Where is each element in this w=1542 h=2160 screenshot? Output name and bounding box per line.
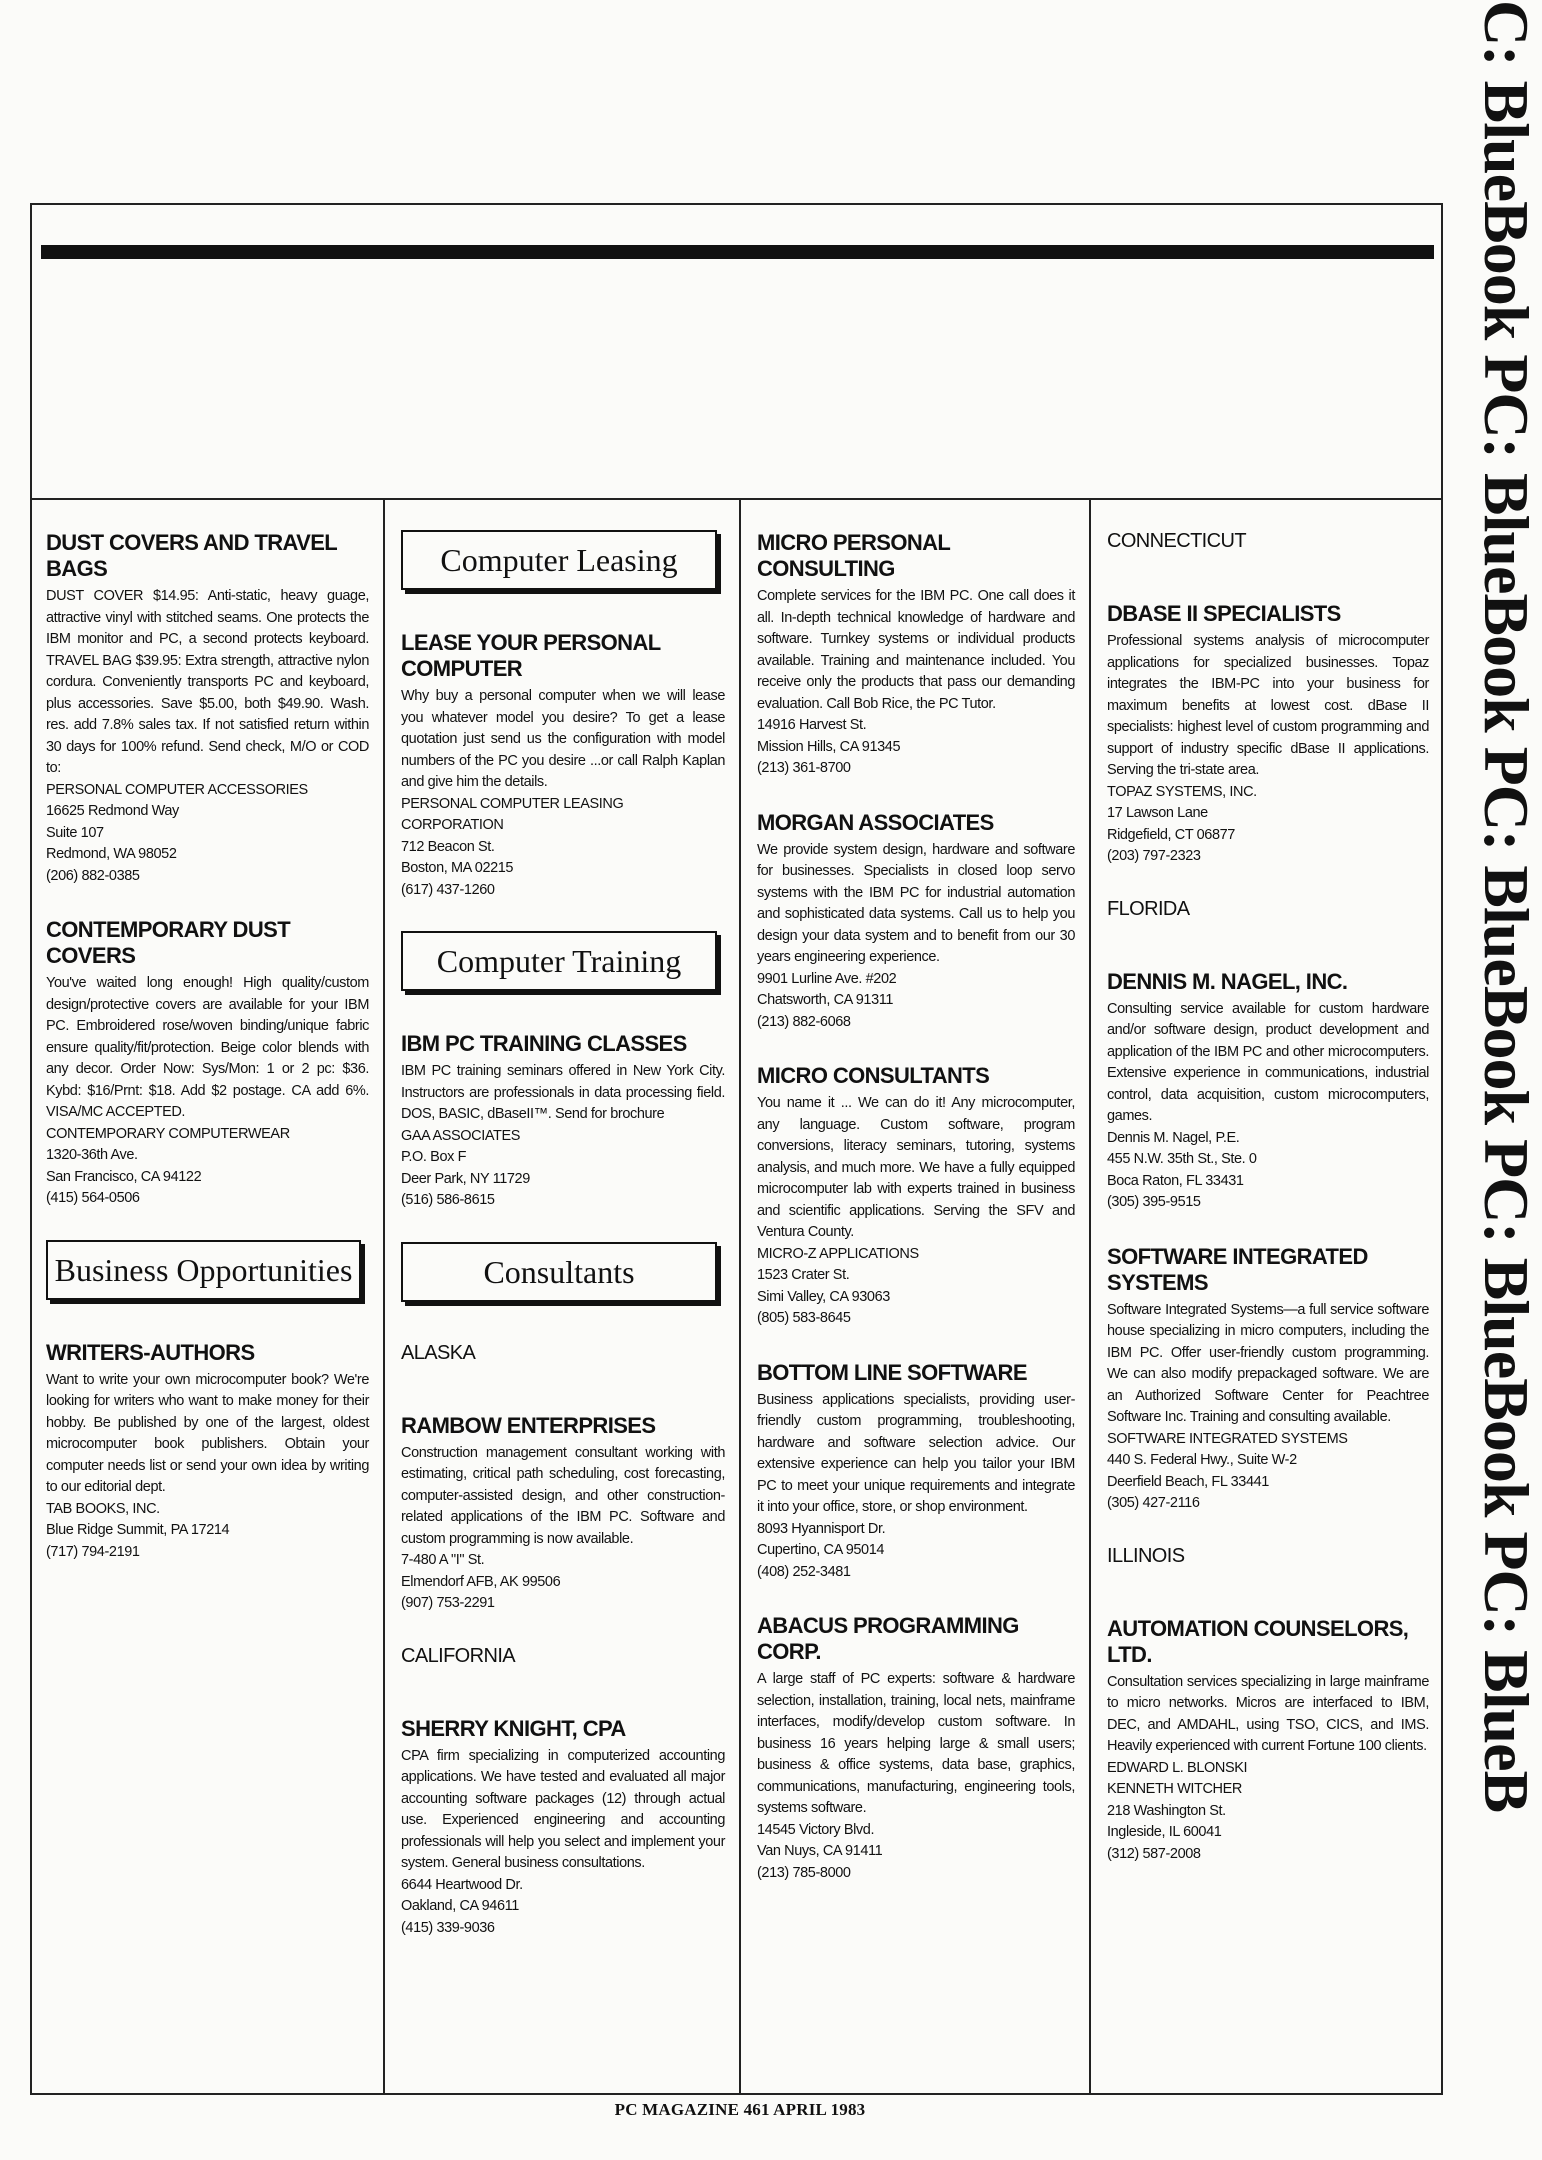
address-line: 440 S. Federal Hwy., Suite W-2 bbox=[1107, 1452, 1297, 1468]
ad-body: Complete services for the IBM PC. One call does it all. In-depth technical knowledge of hardware and software. Turnkey systems or individual products available. Training and maintenance included. You receive only the products that pass our demanding evaluation. Call Bob Rice, the PC Tutor. bbox=[757, 588, 1075, 712]
ad-address bbox=[1107, 1758, 1429, 1866]
address-line: GAA ASSOCIATES bbox=[401, 1127, 521, 1144]
address-line: 455 N.W. 35th St., Ste. 0 bbox=[1107, 1151, 1257, 1167]
address-line: (305) 395-9515 bbox=[1107, 1194, 1201, 1210]
address-line: KENNETH WITCHER bbox=[1107, 1781, 1242, 1797]
address-line: 6644 Heartwood Dr. bbox=[401, 1876, 523, 1893]
address-line: PERSONAL COMPUTER ACCESSORIES bbox=[46, 781, 308, 798]
address-line: (305) 427-2116 bbox=[1107, 1495, 1200, 1511]
address-line: Boston, MA 02215 bbox=[401, 860, 514, 876]
header-rule bbox=[41, 245, 1434, 259]
ad-body: Construction management consultant working with estimating, critical path scheduling, cost forecasting, computer-assisted design, and other construction-related applications of the IBM PC. Software and custom programming is now available. bbox=[401, 1444, 725, 1547]
state-heading-alaska: ALASKA bbox=[401, 1341, 476, 1364]
address-line: Cupertino, CA 95014 bbox=[757, 1542, 885, 1558]
address-line: (805) 583-8645 bbox=[757, 1310, 851, 1326]
address-line: Deer Park, NY 11729 bbox=[401, 1170, 530, 1187]
address-line: (312) 587-2008 bbox=[1107, 1845, 1201, 1862]
ad-title: RAMBOW ENTERPRISES bbox=[401, 1412, 656, 1438]
ad-lease-your-computer bbox=[401, 630, 725, 901]
address-line: Boca Raton, FL 33431 bbox=[1107, 1172, 1244, 1189]
address-line: PERSONAL COMPUTER LEASING bbox=[401, 795, 624, 812]
address-line: TOPAZ SYSTEMS, INC. bbox=[1107, 783, 1257, 800]
address-line: Suite 107 bbox=[46, 824, 104, 841]
section-heading-computer-training: Computer Training bbox=[401, 931, 717, 991]
ad-automation-counselors bbox=[1107, 1616, 1429, 1866]
address-line: 8093 Hyannisport Dr. bbox=[757, 1520, 886, 1537]
address-line: (408) 252-3481 bbox=[757, 1563, 851, 1580]
address-line: (206) 882-0385 bbox=[46, 867, 140, 884]
ad-address bbox=[1107, 782, 1429, 868]
ad-body: Want to write your own microcomputer book? We're looking for writers who want to make money for their hobby. Be published by one of the largest, oldest microcomputer book publishers. Obtain your computer needs list or send your own idea by writing to our editorial dept. bbox=[46, 1371, 369, 1495]
state-heading-connecticut: CONNECTICUT bbox=[1107, 530, 1246, 552]
ad-rambow-enterprises bbox=[401, 1413, 725, 1615]
address-line: (203) 797-2323 bbox=[1107, 848, 1201, 864]
ad-title: AUTOMATION COUNSELORS, LTD. bbox=[1107, 1615, 1409, 1667]
ad-morgan-associates bbox=[757, 810, 1075, 1034]
ad-title: SHERRY KNIGHT, CPA bbox=[401, 1715, 626, 1741]
ad-body: IBM PC training seminars offered in New York City. Instructors are professionals in data processing field. DOS, BASIC, dBaseII™. Send for brochure bbox=[401, 1063, 725, 1122]
state-heading-california: CALIFORNIA bbox=[401, 1644, 516, 1667]
address-line: (213) 882-6068 bbox=[757, 1013, 851, 1030]
ad-address bbox=[401, 1550, 725, 1615]
address-line: CONTEMPORARY COMPUTERWEAR bbox=[46, 1125, 290, 1142]
ad-title: MICRO PERSONAL CONSULTING bbox=[757, 530, 950, 581]
ad-address bbox=[757, 1244, 1075, 1330]
section-heading-computer-leasing: Computer Leasing bbox=[401, 530, 717, 590]
address-line: 14916 Harvest St. bbox=[757, 717, 867, 733]
address-line: (717) 794-2191 bbox=[46, 1543, 140, 1560]
section-heading-business-opportunities: Business Opportunities bbox=[46, 1240, 361, 1300]
ad-title: MICRO CONSULTANTS bbox=[757, 1063, 990, 1088]
address-line: Chatsworth, CA 91311 bbox=[757, 992, 894, 1008]
address-line: (617) 437-1260 bbox=[401, 881, 495, 898]
address-line: CORPORATION bbox=[401, 817, 504, 833]
ad-micro-personal-consulting bbox=[757, 530, 1075, 780]
ad-dust-covers bbox=[46, 530, 369, 887]
address-line: 16625 Redmond Way bbox=[46, 803, 179, 819]
address-line: TAB BOOKS, INC. bbox=[46, 1500, 160, 1517]
section-heading-consultants: Consultants bbox=[401, 1242, 717, 1302]
ad-title: BOTTOM LINE SOFTWARE bbox=[757, 1359, 1027, 1385]
ad-title: LEASE YOUR PERSONAL COMPUTER bbox=[401, 630, 661, 681]
ad-address bbox=[757, 1519, 1075, 1584]
address-line: Mission Hills, CA 91345 bbox=[757, 738, 901, 755]
address-line: Redmond, WA 98052 bbox=[46, 846, 177, 862]
state-heading-florida: FLORIDA bbox=[1107, 897, 1190, 920]
address-line: (213) 361-8700 bbox=[757, 760, 851, 776]
ad-address bbox=[46, 1499, 369, 1564]
address-line: Oakland, CA 94611 bbox=[401, 1898, 519, 1914]
ad-body: DUST COVER $14.95: Anti-static, heavy guage, attractive vinyl with stitched seams. One protects the IBM monitor and PC, a second protects keyboard. TRAVEL BAG $39.95: Extra strength, attractive nylon cordura. Conveniently transports PC and keyboard, plus accessories. Save $5.00, both $49.90. Wash. res. add 7.8% sales tax. If not satisfied return within 30 days for 100% refund. Send check, M/O or COD to: bbox=[46, 588, 369, 776]
address-line: MICRO-Z APPLICATIONS bbox=[757, 1245, 919, 1262]
ad-body: Professional systems analysis of microcomputer applications for specialized businesses. Topaz integrates the IBM-PC into your business for maximum benefits at lowest cost. dBase II specialists: highest level of custom programming and support of industry specific dBase II applications. Serving the tri-state area. bbox=[1107, 633, 1429, 778]
ad-address bbox=[757, 715, 1075, 780]
ad-ibm-pc-training bbox=[401, 1031, 725, 1212]
address-line: 7-480 A "I" St. bbox=[401, 1552, 485, 1568]
address-line: Blue Ridge Summit, PA 17214 bbox=[46, 1522, 230, 1538]
ad-address bbox=[1107, 1429, 1429, 1515]
address-line: Ridgefield, CT 06877 bbox=[1107, 826, 1235, 843]
address-line: 1523 Crater St. bbox=[757, 1267, 850, 1283]
address-line: San Francisco, CA 94122 bbox=[46, 1168, 202, 1185]
ad-title: WRITERS-AUTHORS bbox=[46, 1339, 255, 1365]
address-line: 218 Washington St. bbox=[1107, 1802, 1226, 1819]
address-line: (516) 586-8615 bbox=[401, 1192, 495, 1208]
address-line: 9901 Lurline Ave. #202 bbox=[757, 970, 897, 987]
address-line: (907) 753-2291 bbox=[401, 1595, 495, 1611]
page-footer: PC MAGAZINE 461 APRIL 1983 bbox=[614, 2100, 866, 2119]
ad-body: You name it ... We can do it! Any microcomputer, any language. Custom software, program conversions, literacy seminars, tutoring, systems analysis, and much more. We have a fully equipped microcomputer lab with experts trained in business and scientific applications. Serving the SFV and Ventura County. bbox=[757, 1095, 1075, 1240]
ad-address bbox=[46, 1124, 369, 1210]
ad-address bbox=[401, 1875, 725, 1940]
ad-title: DENNIS M. NAGEL, INC. bbox=[1107, 968, 1348, 994]
address-line: 17 Lawson Lane bbox=[1107, 805, 1208, 821]
address-line: P.O. Box F bbox=[401, 1149, 467, 1165]
column-1 bbox=[30, 500, 383, 2095]
address-line: 1320-36th Ave. bbox=[46, 1147, 138, 1163]
address-line: Van Nuys, CA 91411 bbox=[757, 1843, 883, 1859]
side-banner-text: C: BlueBook PC: BlueBook PC: BlueBook PC: BlueBook PC: BlueB bbox=[1471, 0, 1542, 1813]
ad-sherry-knight bbox=[401, 1716, 725, 1940]
ad-title: MORGAN ASSOCIATES bbox=[757, 809, 994, 835]
ad-body: A large staff of PC experts: software & hardware selection, installation, training, local nets, mainframe interfaces, modify/develop custom software. In business 16 years helping large & small users; business & office systems, data base, graphics, communications, manufacturing, engineering tools, systems software. bbox=[757, 1671, 1075, 1816]
ad-body: Consultation services specializing in large mainframe to micro networks. Micros are interfaced to IBM, DEC, and AMDAHL, using TSO, CICS, and IMS. Heavily experienced with current Fortune 100 clients. bbox=[1107, 1673, 1429, 1754]
column-2 bbox=[385, 500, 739, 2095]
ad-body: Why buy a personal computer when we will lease you whatever model you desire? To get a lease quotation just send us the configuration with model numbers of the PC you desire ...or call Ralph Kaplan and give him the details. bbox=[401, 688, 725, 790]
address-line: Elmendorf AFB, AK 99506 bbox=[401, 1573, 561, 1590]
ad-address bbox=[757, 1820, 1075, 1885]
ad-body: Software Integrated Systems—a full service software house specializing in micro computers, including the IBM PC. Offer user-friendly custom programming. We can also modify prepackaged software. We are an Authorized Software Center for Peachtree Software Inc. Training and consulting available. bbox=[1107, 1301, 1429, 1425]
address-line: (213) 785-8000 bbox=[757, 1864, 851, 1881]
side-banner bbox=[1471, 0, 1542, 2160]
ad-body: We provide system design, hardware and software for businesses. Specialists in closed loop servo systems with the IBM PC for industrial automation and sophisticated data systems. Call us to help you design your data system and to benefit from our 30 years engineering experience. bbox=[757, 841, 1075, 965]
ad-address bbox=[46, 780, 369, 888]
ad-body: CPA firm specializing in computerized accounting applications. We have tested and evaluated all major accounting software packages (12) through actual use. Experienced engineering and accounting professionals will help you select and implement your system. General business consultations. bbox=[401, 1747, 725, 1871]
ad-title: ABACUS PROGRAMMING CORP. bbox=[757, 1613, 1019, 1664]
ad-address bbox=[401, 1126, 725, 1212]
address-line: 712 Beacon St. bbox=[401, 838, 495, 855]
ad-body: Business applications specialists, providing user-friendly custom programming, troubleshooting, hardware and software selection advice. Our extensive experience can help you tailor your IBM PC to meet your unique requirements and integrate it into your office, store, or shop environment. bbox=[757, 1391, 1075, 1515]
ad-micro-consultants bbox=[757, 1063, 1075, 1330]
ad-dennis-nagel bbox=[1107, 969, 1429, 1214]
address-line: EDWARD L. BLONSKI bbox=[1107, 1759, 1248, 1776]
address-line: Deerfield Beach, FL 33441 bbox=[1107, 1473, 1269, 1490]
address-line: SOFTWARE INTEGRATED SYSTEMS bbox=[1107, 1430, 1348, 1447]
ad-title: DBASE II SPECIALISTS bbox=[1107, 601, 1341, 626]
ad-address bbox=[757, 969, 1075, 1034]
address-line: Simi Valley, CA 93063 bbox=[757, 1288, 890, 1305]
ad-body: Consulting service available for custom hardware and/or software design, product development and application of the IBM PC and other microcomputers. Extensive experience in communications, industrial control, data acquisition, custom microcomputers, games. bbox=[1107, 1000, 1429, 1124]
address-line: Dennis M. Nagel, P.E. bbox=[1107, 1129, 1240, 1146]
ad-address bbox=[1107, 1128, 1429, 1214]
ad-contemporary-dust-covers bbox=[46, 917, 369, 1210]
ad-dbase-specialists bbox=[1107, 601, 1429, 868]
ad-title: CONTEMPORARY DUST COVERS bbox=[46, 917, 291, 968]
ad-title: DUST COVERS AND TRAVEL BAGS bbox=[46, 530, 337, 581]
column-4 bbox=[1091, 500, 1443, 2095]
ad-bottom-line-software bbox=[757, 1360, 1075, 1584]
address-line: (415) 339-9036 bbox=[401, 1919, 495, 1936]
ad-title: SOFTWARE INTEGRATED SYSTEMS bbox=[1107, 1243, 1368, 1295]
ad-body: You've waited long enough! High quality/custom design/protective covers are available for your IBM PC. Embroidered rose/woven binding/unique fabric ensure quality/fit/protection. Beige color blends with any decor. Order Now: Sys/Mon: 1 or 2 pc: $36. Kybd: $16/Prnt: $18. Add $2 postage. CA add 6%. VISA/MC ACCEPTED. bbox=[46, 975, 369, 1120]
address-line: 14545 Victory Blvd. bbox=[757, 1821, 875, 1838]
ad-address bbox=[401, 794, 725, 902]
address-line: (415) 564-0506 bbox=[46, 1190, 140, 1206]
column-3 bbox=[741, 500, 1089, 2095]
ad-writers-authors bbox=[46, 1340, 369, 1564]
ad-abacus-programming bbox=[757, 1613, 1075, 1884]
ad-software-integrated-systems bbox=[1107, 1244, 1429, 1515]
address-line: Ingleside, IL 60041 bbox=[1107, 1824, 1222, 1840]
ad-title: IBM PC TRAINING CLASSES bbox=[401, 1031, 687, 1056]
state-heading-illinois: ILLINOIS bbox=[1107, 1544, 1185, 1567]
